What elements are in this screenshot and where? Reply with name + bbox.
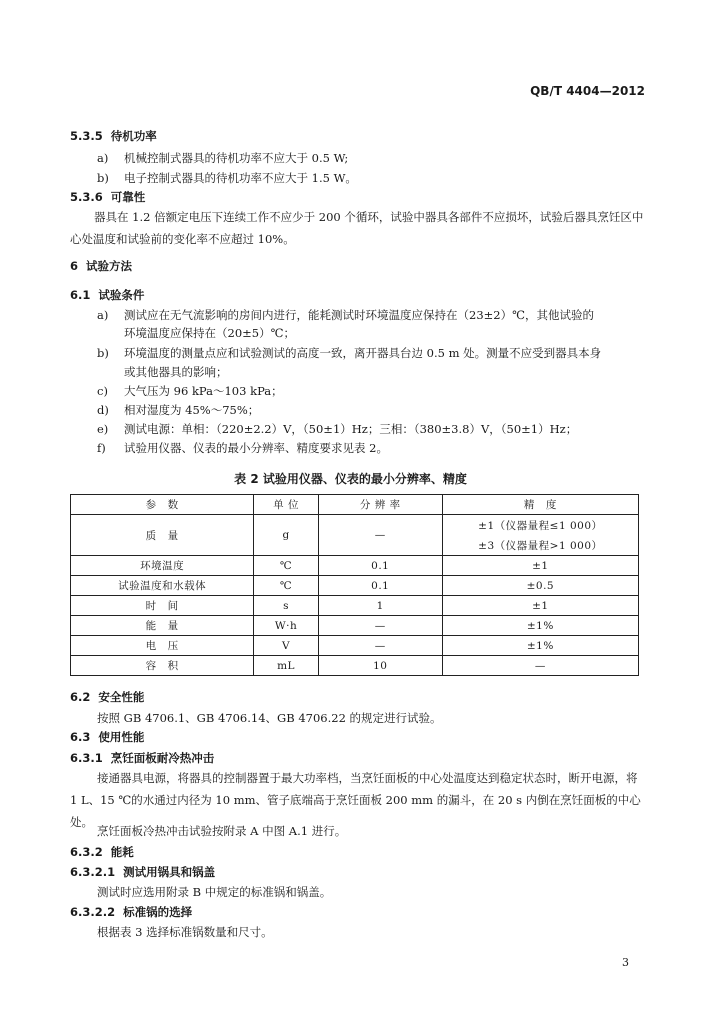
item-text-continued: 或其他器具的影响； xyxy=(124,365,228,379)
table-row xyxy=(71,515,639,536)
param-cell: 容 积 xyxy=(71,656,254,676)
list-item xyxy=(97,440,388,456)
param-cell: 环境温度 xyxy=(71,556,254,576)
item-text: 环境温度的测量点应和试验测试的高度一致，离开器具台边 0.5 m 处。测量不应受到器具本身 xyxy=(124,346,602,360)
list-item xyxy=(97,383,283,399)
list-item xyxy=(97,307,594,323)
param-cell: 电 压 xyxy=(71,636,254,656)
section-title: 使用性能 xyxy=(98,730,145,744)
resolution-cell: — xyxy=(318,616,442,636)
item-label: d) xyxy=(97,403,109,417)
paragraph: 根据表 3 选择标准锅数量和尺寸。 xyxy=(97,925,273,939)
list-item xyxy=(97,170,357,186)
heading-6-2 xyxy=(70,689,144,705)
item-label: b) xyxy=(97,171,109,185)
section-title: 烹饪面板耐冷热冲击 xyxy=(110,751,215,765)
table-row xyxy=(71,576,639,596)
paragraph: 测试时应选用附录 B 中规定的标准锅和锅盖。 xyxy=(97,885,332,899)
header-cell: 精 度 xyxy=(442,495,638,515)
spec-table xyxy=(70,494,639,676)
section-number: 6.2 xyxy=(70,690,91,704)
section-number: 6.3.2 xyxy=(70,845,103,859)
section-title: 可靠性 xyxy=(110,190,146,204)
section-title: 试验条件 xyxy=(98,288,145,302)
param-cell: 能 量 xyxy=(71,616,254,636)
paragraph: 按照 GB 4706.1、GB 4706.14、GB 4706.22 的规定进行试验。 xyxy=(97,711,442,725)
resolution-cell: — xyxy=(318,515,442,556)
heading-6-3-1 xyxy=(70,750,214,766)
table-row xyxy=(71,636,639,656)
table-row xyxy=(71,616,639,636)
item-text: 机械控制式器具的待机功率不应大于 0.5 W; xyxy=(124,151,349,165)
page-number: 3 xyxy=(622,956,629,969)
paragraph: 接通器具电源，将器具的控制器置于最大功率档，当烹饪面板的中心处温度达到稳定状态时，断开电源，将 1 L、15 ℃的水通过内径为 10 mm、管子底端高于烹饪面板 200 mm 的漏斗，在 20 s 内倒在烹饪面板的中心处。 xyxy=(70,771,641,829)
standard-code: QB/T 4404—2012 xyxy=(530,84,645,98)
section-number: 6.3.2.1 xyxy=(70,865,116,879)
item-label: f) xyxy=(97,441,106,455)
unit-cell: g xyxy=(254,515,319,556)
unit-cell: mL xyxy=(254,656,319,676)
section-number: 6.1 xyxy=(70,288,91,302)
accuracy-cell: ±1（仪器量程≤1 000） xyxy=(442,515,638,536)
unit-cell: ℃ xyxy=(254,576,319,596)
section-title: 试验方法 xyxy=(86,259,133,273)
unit-cell: W·h xyxy=(254,616,319,636)
heading-5-3-6 xyxy=(70,189,145,205)
item-label: e) xyxy=(97,422,109,436)
item-label: a) xyxy=(97,151,109,165)
heading-6-3 xyxy=(70,729,144,745)
accuracy-cell: — xyxy=(442,656,638,676)
heading-5-3-5 xyxy=(70,128,157,144)
section-number: 6 xyxy=(70,259,79,273)
section-number: 5.3.5 xyxy=(70,129,103,143)
header-cell: 单 位 xyxy=(254,495,319,515)
accuracy-cell: ±1% xyxy=(442,616,638,636)
accuracy-cell: ±1% xyxy=(442,636,638,656)
header-cell: 分 辨 率 xyxy=(318,495,442,515)
resolution-cell: 0.1 xyxy=(318,576,442,596)
section-title: 测试用锅具和锅盖 xyxy=(123,865,216,879)
param-cell: 时 间 xyxy=(71,596,254,616)
item-text: 电子控制式器具的待机功率不应大于 1.5 W。 xyxy=(124,171,357,185)
accuracy-cell: ±3（仪器量程>1 000） xyxy=(442,535,638,556)
table-header-row xyxy=(71,495,639,515)
heading-6-3-2 xyxy=(70,844,134,860)
unit-cell: ℃ xyxy=(254,556,319,576)
header-cell: 参 数 xyxy=(71,495,254,515)
item-text: 测试应在无气流影响的房间内进行，能耗测试时环境温度应保持在（23±2）℃，其他试验的 xyxy=(124,308,594,322)
item-text: 试验用仪器、仪表的最小分辨率、精度要求见表 2。 xyxy=(124,441,388,455)
section-number: 5.3.6 xyxy=(70,190,103,204)
section-title: 待机功率 xyxy=(110,129,157,143)
item-text: 大气压为 96 kPa～103 kPa； xyxy=(124,384,283,398)
section-title: 安全性能 xyxy=(98,690,145,704)
section-title: 能耗 xyxy=(110,845,134,859)
heading-6-1 xyxy=(70,287,144,303)
item-text: 相对湿度为 45%～75%； xyxy=(124,403,260,417)
list-item xyxy=(97,421,577,437)
item-label: a) xyxy=(97,308,109,322)
unit-cell: V xyxy=(254,636,319,656)
section-number: 6.3.2.2 xyxy=(70,905,116,919)
param-cell: 质 量 xyxy=(71,515,254,556)
table-row xyxy=(71,656,639,676)
resolution-cell: — xyxy=(318,636,442,656)
section-number: 6.3.1 xyxy=(70,751,103,765)
item-label: c) xyxy=(97,384,108,398)
list-item xyxy=(97,402,259,418)
param-cell: 试验温度和水载体 xyxy=(71,576,254,596)
section-title: 标准锅的选择 xyxy=(123,905,193,919)
heading-6-3-2-1 xyxy=(70,864,215,880)
accuracy-cell: ±0.5 xyxy=(442,576,638,596)
table-caption: 表 2 试验用仪器、仪表的最小分辨率、精度 xyxy=(234,472,467,486)
item-text: 测试电源：单相：（220±2.2）V，（50±1）Hz；三相：（380±3.8）V，（50±1）Hz； xyxy=(124,422,578,436)
resolution-cell: 10 xyxy=(318,656,442,676)
heading-6 xyxy=(70,258,132,274)
heading-6-3-2-2 xyxy=(70,904,192,920)
accuracy-cell: ±1 xyxy=(442,596,638,616)
list-item xyxy=(97,150,348,166)
item-text-continued: 环境温度应保持在（20±5）℃； xyxy=(124,326,295,340)
unit-cell: s xyxy=(254,596,319,616)
paragraph: 烹饪面板冷热冲击试验按附录 A 中图 A.1 进行。 xyxy=(97,824,347,838)
section-number: 6.3 xyxy=(70,730,91,744)
accuracy-cell: ±1 xyxy=(442,556,638,576)
resolution-cell: 0.1 xyxy=(318,556,442,576)
table-row xyxy=(71,596,639,616)
item-label: b) xyxy=(97,346,109,360)
table-row xyxy=(71,556,639,576)
resolution-cell: 1 xyxy=(318,596,442,616)
list-item xyxy=(97,345,601,361)
paragraph: 器具在 1.2 倍额定电压下连续工作不应少于 200 个循环，试验中器具各部件不应损坏，试验后器具烹饪区中心处温度和试验前的变化率不应超过 10%。 xyxy=(70,210,644,246)
